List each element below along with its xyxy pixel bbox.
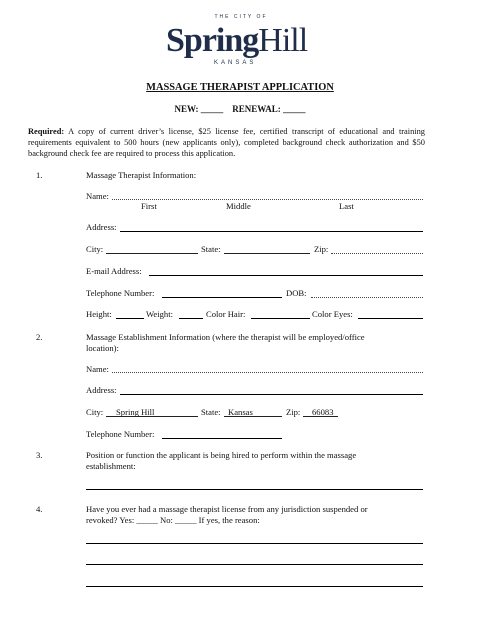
- weight-field[interactable]: [179, 318, 203, 319]
- new-renewal-line: [0, 104, 480, 114]
- hair-field[interactable]: [251, 318, 310, 319]
- last-label: Last: [339, 201, 354, 211]
- logo-city-of-text: THE CITY OF: [214, 14, 268, 20]
- therapist-state-label: State:: [201, 244, 221, 254]
- section-2-number: 2.: [36, 332, 43, 342]
- eyes-field[interactable]: [358, 318, 423, 319]
- section-3-line2: establishment:: [86, 461, 136, 471]
- reason-line-3[interactable]: [86, 586, 423, 587]
- page-title: [0, 82, 480, 93]
- establishment-city-label: City:: [86, 407, 104, 417]
- required-paragraph: [28, 126, 425, 159]
- establishment-state-value: Kansas: [228, 407, 253, 417]
- establishment-telephone-label: Telephone Number:: [86, 429, 155, 439]
- therapist-zip-label: Zip:: [314, 244, 329, 254]
- section-3-line1: Position or function the applicant is being hired to perform within the massage: [86, 450, 357, 460]
- dob-field[interactable]: [311, 297, 423, 298]
- section-2-heading-line1: Massage Establishment Information (where the therapist will be employed/office: [86, 332, 365, 342]
- therapist-address-label: Address:: [86, 222, 117, 232]
- establishment-zip-field[interactable]: [303, 416, 338, 417]
- logo-kansas-text: KANSAS: [214, 60, 257, 66]
- page-title-text: MASSAGE THERAPIST APPLICATION: [146, 82, 334, 93]
- weight-label: Weight:: [146, 309, 173, 319]
- first-label: First: [141, 201, 157, 211]
- establishment-name-field[interactable]: [112, 372, 423, 373]
- therapist-name-field[interactable]: [112, 199, 423, 200]
- establishment-city-field[interactable]: [106, 416, 198, 417]
- establishment-city-value: Spring Hill: [116, 407, 155, 417]
- therapist-address-field[interactable]: [120, 231, 423, 232]
- new-field[interactable]: NEW: _____: [174, 104, 224, 114]
- height-label: Height:: [86, 309, 112, 319]
- email-field[interactable]: [149, 275, 423, 276]
- telephone-label: Telephone Number:: [86, 288, 155, 298]
- establishment-address-field[interactable]: [120, 394, 423, 395]
- section-3-number: 3.: [36, 450, 43, 460]
- therapist-zip-field[interactable]: [331, 253, 423, 254]
- establishment-address-label: Address:: [86, 385, 117, 395]
- establishment-zip-value: 66083: [312, 407, 334, 417]
- height-field[interactable]: [116, 318, 144, 319]
- therapist-name-label: Name:: [86, 191, 109, 201]
- reason-line-1[interactable]: [86, 543, 423, 544]
- therapist-city-label: City:: [86, 244, 104, 254]
- section-1-heading: Massage Therapist Information:: [86, 170, 197, 180]
- establishment-telephone-field[interactable]: [162, 438, 282, 439]
- telephone-field[interactable]: [162, 297, 282, 298]
- logo-hill: Hill: [258, 22, 308, 59]
- logo-spring: Spring: [166, 22, 259, 59]
- establishment-zip-label: Zip:: [286, 407, 301, 417]
- section-4-line1: Have you ever had a massage therapist license from any jurisdiction suspended or: [86, 504, 368, 514]
- establishment-state-field[interactable]: [224, 416, 282, 417]
- hair-label: Color Hair:: [206, 309, 246, 319]
- required-text: A copy of current driver’s license, $25 license fee, certified transcript of educational and training requirements equivalent to 500 hours (new applicants only), completed background check authorization and $50 background check fee are required to process this application.: [28, 127, 425, 158]
- dob-label: DOB:: [286, 288, 307, 298]
- position-field[interactable]: [86, 489, 423, 490]
- therapist-state-field[interactable]: [224, 253, 310, 254]
- email-label: E-mail Address:: [86, 266, 142, 276]
- middle-label: Middle: [226, 201, 251, 211]
- establishment-state-label: State:: [201, 407, 221, 417]
- establishment-name-label: Name:: [86, 364, 109, 374]
- renewal-field[interactable]: RENEWAL: _____: [232, 104, 306, 114]
- reason-line-2[interactable]: [86, 564, 423, 565]
- section-1-number: 1.: [36, 170, 43, 180]
- required-label: Required:: [28, 127, 65, 136]
- section-2-heading-line2: location):: [86, 343, 119, 353]
- logo-wordmark: [166, 22, 307, 60]
- eyes-label: Color Eyes:: [312, 309, 353, 319]
- therapist-city-field[interactable]: [106, 253, 198, 254]
- section-4-line2: revoked? Yes: _____ No: _____ If yes, the reason:: [86, 515, 260, 525]
- section-4-number: 4.: [36, 504, 43, 514]
